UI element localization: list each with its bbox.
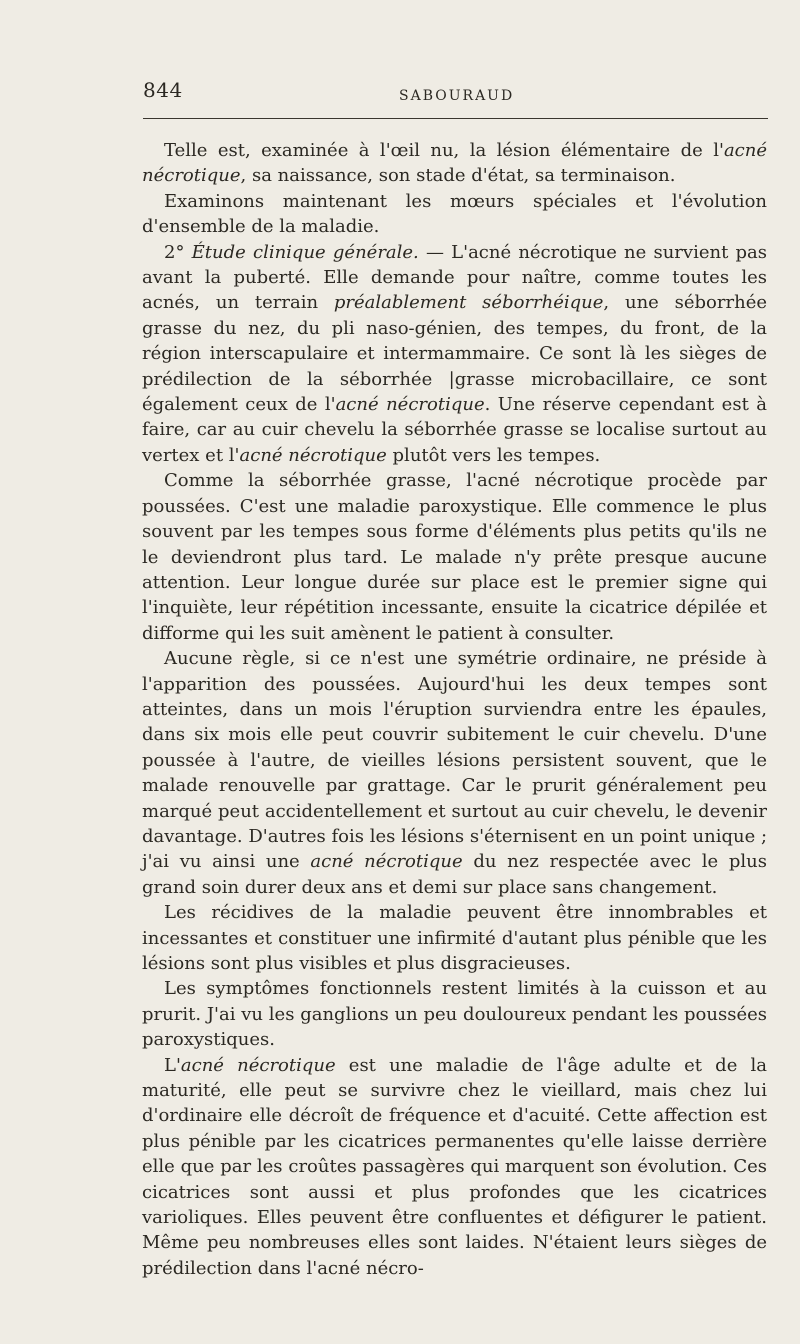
paragraph xyxy=(142,1053,767,1282)
paragraph xyxy=(142,240,767,469)
paragraph xyxy=(142,646,767,900)
text-run: Aucune règle, si ce n'est une symétrie ordinaire, ne préside à l'apparition des poussées. Aujourd'hui les deux tempes sont atteintes, dans un mois l'éruption surviendra entre les épaules, dans six mois elle peut couvrir subitement le cuir chevelu. D'une poussée à l'autre, de vieilles lésions persistent souvent, que le malade renouvelle par grattage. Car le prurit généralement peu marqué peut accidentellement et surtout au cuir chevelu, le devenir davantage. D'autres fois les lésions s'éternisent en un point unique ; j'ai vu ainsi une xyxy=(142,648,768,873)
text-run: est une maladie de l'âge adulte et de la maturité, elle peut se survivre chez le vieillard, mais chez lui d'ordinaire elle décroît de fréquence et d'acuité. Cette affection est plus pénible par les cicatrices permanentes qu'elle laisse derrière elle que par les croûtes passagères qui marquent son évolution. Ces cicatrices sont aussi et plus profondes que les cicatrices varioliques. Elles peuvent être confluentes et défigurer le patient. Même peu nombreuses elles sont laides. N'étaient leurs sièges de prédilection dans l'acné nécro- xyxy=(142,1054,767,1279)
text-run: du nez respectée avec le plus grand soin durer deux ans et demi sur place sans changement. xyxy=(142,851,767,898)
italic-text: préalablement séborrhéique xyxy=(333,292,604,314)
text-run: plutôt vers les tempes. xyxy=(386,444,601,466)
header-rule xyxy=(143,118,768,119)
text-run: Telle est, examinée à l'œil nu, la lésion élémentaire de l' xyxy=(164,140,724,161)
italic-text: acné nécrotique xyxy=(180,1054,336,1076)
italic-text: Étude clinique générale. xyxy=(191,241,419,263)
paragraph xyxy=(142,468,767,646)
italic-text: acné nécrotique xyxy=(310,851,463,873)
body-text xyxy=(142,138,767,1281)
text-run: , sa naissance, son stade d'état, sa terminaison. xyxy=(240,165,676,187)
text-run: — L'acné nécrotique ne survient pas avant la puberté. Elle demande pour naître, comme toutes les acnés, un terrain xyxy=(142,241,767,314)
italic-text: acné nécrotique xyxy=(239,444,387,466)
paragraph xyxy=(142,189,767,240)
italic-text: acné nécrotique xyxy=(142,140,767,187)
text-run: 2° xyxy=(164,241,192,263)
page-header xyxy=(143,78,768,118)
text-run: , une séborrhée grasse du nez, du pli naso-génien, des tempes, du front, de la région interscapulaire et intermammaire. Ce sont là les sièges de prédilection de la séborrhée |grasse microbacillaire, ce sont également ceux de l' xyxy=(142,292,767,416)
page-number: 844 xyxy=(143,78,183,102)
text-run: . Une réserve cependant est à faire, car au cuir chevelu la séborrhée grasse se localise surtout au vertex et l' xyxy=(142,394,767,466)
italic-text: acné nécrotique xyxy=(335,394,485,416)
text-run: Comme la séborrhée grasse, l'acné nécrotique procède par poussées. C'est une maladie paroxystique. Elle commence le plus souvent par les tempes sous forme d'éléments plus petits qu'ils ne le deviendront plus tard. Le malade n'y prête presque aucune attention. Leur longue durée sur place est le premier signe qui l'inquiète, leur répétition incessante, ensuite la cicatrice dépilée et difforme qui les suit amènent le patient à consulter. xyxy=(142,470,767,644)
text-run: L' xyxy=(164,1054,181,1076)
running-head: SABOURAUD xyxy=(399,88,515,104)
paragraph xyxy=(142,976,767,1052)
paragraph xyxy=(142,900,767,976)
text-run: Examinons maintenant les mœurs spéciales et l'évolution d'ensemble de la maladie. xyxy=(142,190,767,238)
paragraph xyxy=(142,138,767,189)
text-run: Les symptômes fonctionnels restent limités à la cuisson et au prurit. J'ai vu les ganglions un peu douloureux pendant les poussées paroxystiques. xyxy=(142,978,767,1051)
text-run: Les récidives de la maladie peuvent être innombrables et incessantes et constituer une infirmité d'autant plus pénible que les lésions sont plus visibles et plus disgracieuses. xyxy=(142,902,767,974)
